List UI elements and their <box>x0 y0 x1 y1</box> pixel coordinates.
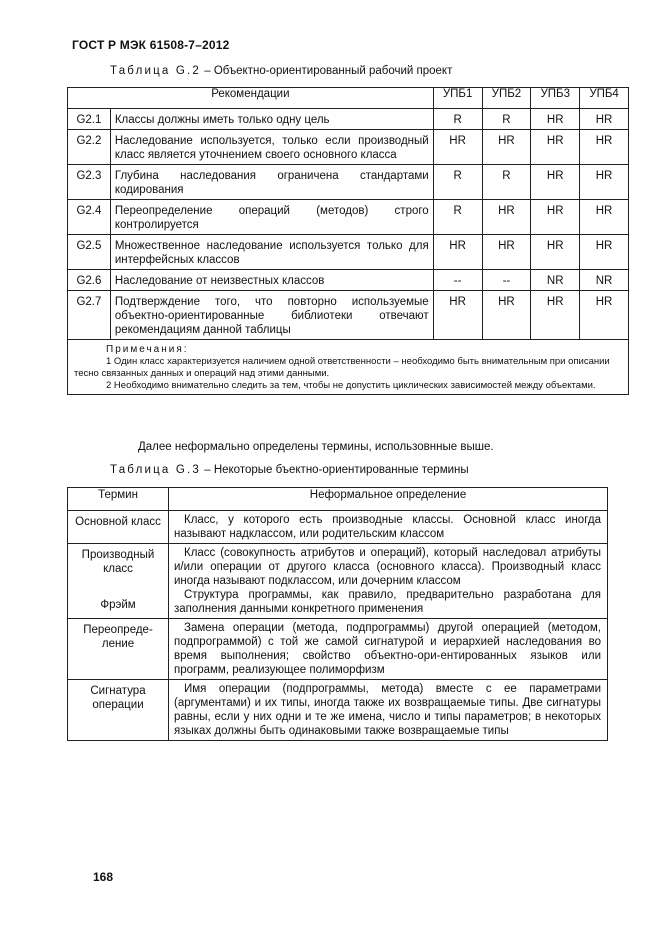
definition-cell <box>169 511 608 544</box>
document-header: ГОСТ Р МЭК 61508-7–2012 <box>72 38 230 52</box>
sil1-value: R <box>433 200 482 235</box>
sil2-value: HR <box>482 200 531 235</box>
row-recommendation: Наследование от неизвестных классов <box>110 270 433 291</box>
sil2-value: -- <box>482 270 531 291</box>
sil1-value: -- <box>433 270 482 291</box>
sil1-value: HR <box>433 291 482 340</box>
table-g2 <box>67 87 629 395</box>
note-2: 2 Необходимо внимательно следить за тем, чтобы не допустить циклических зависимостей между объектами. <box>106 380 596 391</box>
row-code: G2.4 <box>68 200 111 235</box>
sil3-value: HR <box>531 165 580 200</box>
sil1-value: R <box>433 109 482 130</box>
definition-cell <box>169 544 608 619</box>
definition-cell <box>169 680 608 741</box>
sil4-value: NR <box>580 270 629 291</box>
row-recommendation: Наследование используется, только если производный класс является уточнением своего основного класса <box>110 130 433 165</box>
column-header-sil4: УПБ4 <box>580 88 629 109</box>
term-cell: Переопреде-ление <box>68 619 169 680</box>
sil1-value: HR <box>433 235 482 270</box>
sil2-value: HR <box>482 235 531 270</box>
sil1-value: R <box>433 165 482 200</box>
sil3-value: HR <box>531 130 580 165</box>
table-row <box>68 270 629 291</box>
column-header-sil1: УПБ1 <box>433 88 482 109</box>
definition-text: Класс, у которого есть производные классы. Основной класс иногда называют надклассом, или родительским классом <box>174 514 601 540</box>
column-header-sil2: УПБ2 <box>482 88 531 109</box>
definition-text: Структура программы, как правило, предварительно разработана для заполнения данными конкретного применения <box>174 589 601 615</box>
row-code: G2.3 <box>68 165 111 200</box>
table-row <box>68 109 629 130</box>
sil4-value: HR <box>580 291 629 340</box>
table-header-row <box>68 488 608 511</box>
row-code: G2.2 <box>68 130 111 165</box>
term-cell: Сигнатура операции <box>68 680 169 741</box>
sil1-value: HR <box>433 130 482 165</box>
sil3-value: HR <box>531 109 580 130</box>
sil3-value: HR <box>531 291 580 340</box>
table-header-row <box>68 88 629 109</box>
row-recommendation: Классы должны иметь только одну цель <box>110 109 433 130</box>
sil4-value: HR <box>580 109 629 130</box>
sil2-value: HR <box>482 130 531 165</box>
table-g2-caption <box>110 65 452 77</box>
row-code: G2.1 <box>68 109 111 130</box>
definition-text: Имя операции (подпрограммы, метода) вместе с ее параметрами (аргументами) и их типы, иногда также их возвращаемые типы. Две сигнатуры равны, если у них одни и те же имена, число и типы параметров; в некоторых языках должны быть одинаковыми также возвращаемые типы <box>174 683 601 737</box>
row-recommendation: Переопределение операций (методов) строго контролируется <box>110 200 433 235</box>
row-recommendation: Множественное наследование используется только для интерфейсных классов <box>110 235 433 270</box>
term-cell <box>68 544 169 619</box>
sil4-value: HR <box>580 165 629 200</box>
notes-heading: Примечания: <box>106 344 189 355</box>
sil2-value: HR <box>482 291 531 340</box>
table-g3-caption <box>110 464 469 476</box>
table-row <box>68 130 629 165</box>
sil2-value: R <box>482 165 531 200</box>
table-row <box>68 165 629 200</box>
row-code: G2.6 <box>68 270 111 291</box>
column-header-term: Термин <box>68 488 169 511</box>
body-paragraph: Далее неформально определены термины, использовнные выше. <box>138 441 494 453</box>
term-text: Производный класс <box>81 549 155 575</box>
row-recommendation: Подтверждение того, что повторно используемые объектно-ориентированные библиотеки отвечают рекомендациям данной таблицы <box>110 291 433 340</box>
column-header-definition: Неформальное определение <box>169 488 608 511</box>
table-notes <box>68 340 629 395</box>
row-code: G2.5 <box>68 235 111 270</box>
row-recommendation: Глубина наследования ограничена стандартами кодирования <box>110 165 433 200</box>
definition-cell <box>169 619 608 680</box>
column-header-sil3: УПБ3 <box>531 88 580 109</box>
table-g3-caption-title: – Некоторые бъектно-ориентированные термины <box>201 464 469 476</box>
table-g2-caption-title: – Объектно-ориентированный рабочий проект <box>201 65 453 77</box>
sil3-value: NR <box>531 270 580 291</box>
sil2-value: R <box>482 109 531 130</box>
table-row <box>68 619 608 680</box>
note-1: 1 Один класс характеризуется наличием одной ответственности – необходимо быть внимательным при описании тесно связанных данных и операций над этими данными. <box>74 356 610 379</box>
table-row <box>68 680 608 741</box>
column-header-recommendations: Рекомендации <box>68 88 434 109</box>
term-text: Фрэйм <box>100 599 136 611</box>
sil4-value: HR <box>580 200 629 235</box>
page-number: 168 <box>93 870 114 884</box>
table-row <box>68 544 608 619</box>
notes-row <box>68 340 629 395</box>
definition-text: Замена операции (метода, подпрограммы) другой операцией (методом, подпрограммой) с той же самой сигнатурой и иерархией наследования во время выполнения; свойство объектно-ори-ентированных языков или программ, реализующее полиморфизм <box>174 622 601 676</box>
table-row <box>68 200 629 235</box>
table-g2-caption-lead: Таблица G.2 <box>110 65 202 77</box>
term-cell: Основной класс <box>68 511 169 544</box>
row-code: G2.7 <box>68 291 111 340</box>
sil3-value: HR <box>531 200 580 235</box>
sil3-value: HR <box>531 235 580 270</box>
table-row <box>68 511 608 544</box>
table-row <box>68 291 629 340</box>
table-g3 <box>67 487 608 741</box>
sil4-value: HR <box>580 235 629 270</box>
definition-text: Класс (совокупность атрибутов и операций), который наследовал атрибуты и/или операции от другого класса (основного класса). Производный класс иногда называют подклассом, или дочерним классом <box>174 547 601 587</box>
table-row <box>68 235 629 270</box>
table-g3-caption-lead: Таблица G.3 <box>110 464 202 476</box>
sil4-value: HR <box>580 130 629 165</box>
